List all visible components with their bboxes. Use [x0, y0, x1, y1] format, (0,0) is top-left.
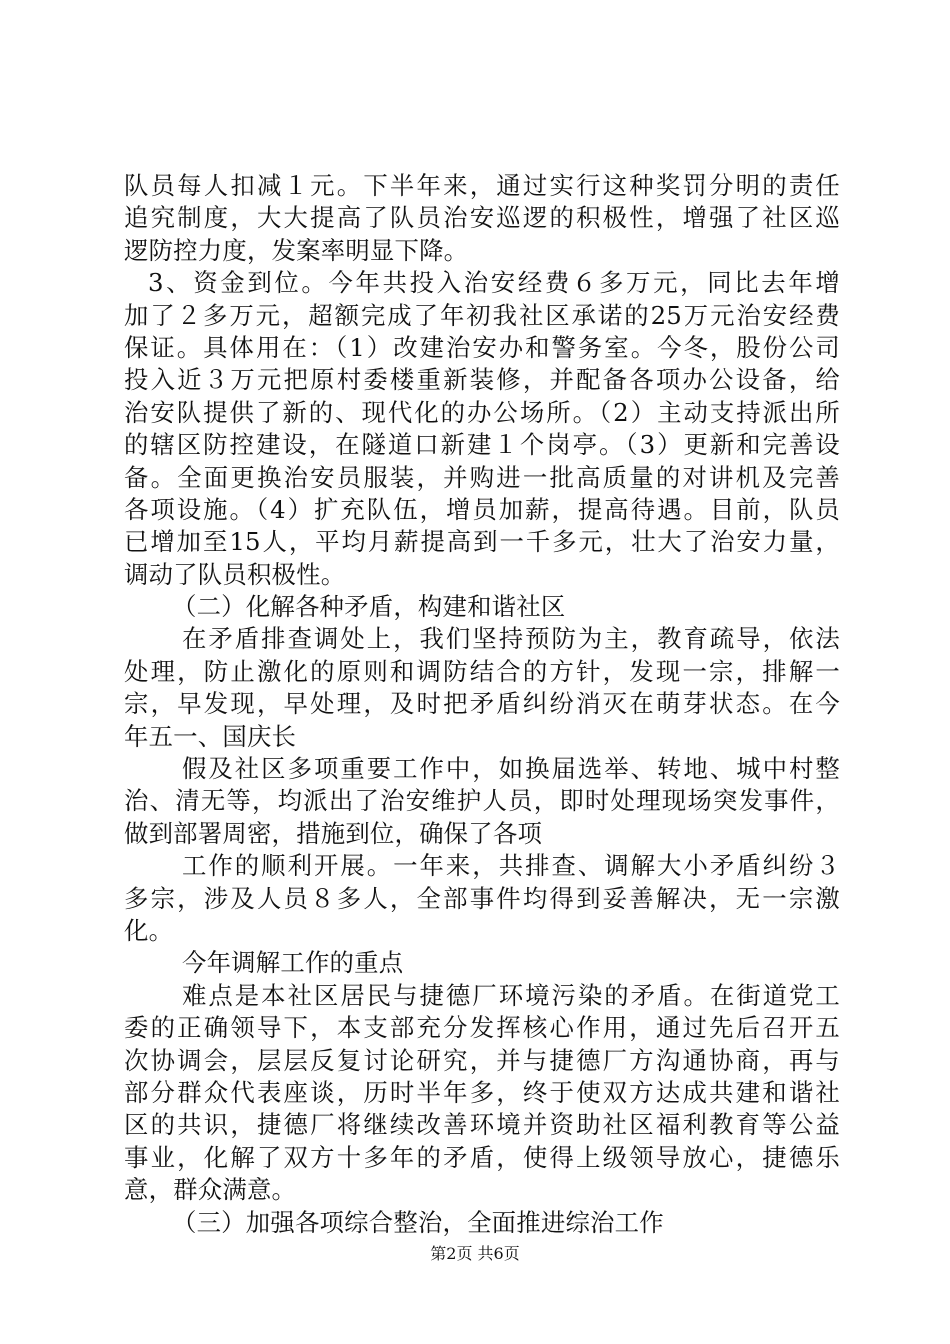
text-line: 追究制度，大大提高了队员治安巡逻的积极性，增强了社区巡: [124, 203, 840, 233]
text-line: 治安队提供了新的、现代化的办公场所。（2）主动支持派出所: [124, 397, 840, 427]
page-footer: 第2页 共6页: [430, 1244, 520, 1263]
text-line: 宗，早发现，早处理，及时把矛盾纠纷消灭在萌芽状态。在今: [124, 689, 840, 719]
text-line: 事业，化解了双方十多年的矛盾，使得上级领导放心，捷德乐: [124, 1142, 840, 1172]
text-line: 区的共识，捷德厂将继续改善环境并资助社区福利教育等公益: [124, 1110, 840, 1140]
text-line: 逻防控力度，发案率明显下降。: [124, 235, 469, 265]
text-line: 备。全面更换治安员服装，并购进一批高质量的对讲机及完善: [124, 462, 840, 492]
text-line: 工作的顺利开展。一年来，共排查、调解大小矛盾纠纷３: [182, 851, 840, 881]
body-text: [124, 170, 840, 1239]
section-heading: （三）加强各项综合整治，全面推进综治工作: [172, 1207, 664, 1237]
text-line: 已增加至15人，平均月薪提高到一千多元，壮大了治安力量，: [124, 527, 840, 557]
text-line: 部分群众代表座谈，历时半年多，终于使双方达成共建和谐社: [124, 1077, 840, 1107]
section-heading: （二）化解各种矛盾，构建和谐社区: [172, 592, 566, 622]
text-line: 加了２多万元，超额完成了年初我社区承诺的25万元治安经费: [124, 300, 840, 330]
text-line: 各项设施。（4）扩充队伍，增员加薪，提高待遇。目前，队员: [124, 494, 840, 524]
text-line: 的辖区防控建设，在隧道口新建１个岗亭。（3）更新和完善设: [124, 430, 840, 460]
text-line: 在矛盾排查调处上，我们坚持预防为主，教育疏导，依法: [182, 624, 840, 654]
text-line: 今年调解工作的重点: [182, 948, 404, 978]
text-line: 年五一、国庆长: [124, 721, 297, 751]
text-line: 难点是本社区居民与捷德厂环境污染的矛盾。在街道党工: [182, 980, 840, 1010]
text-line: 假及社区多项重要工作中，如换届选举、转地、城中村整: [182, 754, 840, 784]
text-line: 调动了队员积极性。: [124, 559, 346, 589]
text-line: 处理，防止激化的原则和调防结合的方针，发现一宗，排解一: [124, 656, 840, 686]
text-line: 队员每人扣减１元。下半年来，通过实行这种奖罚分明的责任: [124, 171, 840, 200]
text-line: 做到部署周密，措施到位，确保了各项: [124, 818, 543, 848]
text-line: 保证。具体用在：（1）改建治安办和警务室。今冬，股份公司: [124, 332, 840, 362]
text-line: 投入近３万元把原村委楼重新装修，并配备各项办公设备，给: [124, 365, 840, 395]
text-line: 化。: [124, 915, 174, 945]
text-line: 次协调会，层层反复讨论研究，并与捷德厂方沟通协商，再与: [124, 1045, 840, 1075]
text-line: 委的正确领导下，本支部充分发挥核心作用，通过先后召开五: [124, 1013, 840, 1043]
text-line: 意，群众满意。: [124, 1175, 297, 1205]
text-line: 3、资金到位。今年共投入治安经费６多万元，同比去年增: [148, 268, 840, 298]
text-line: 多宗，涉及人员８多人，全部事件均得到妥善解决，无一宗激: [124, 883, 840, 913]
text-line: 治、清无等，均派出了治安维护人员，即时处理现场突发事件，: [124, 786, 840, 816]
